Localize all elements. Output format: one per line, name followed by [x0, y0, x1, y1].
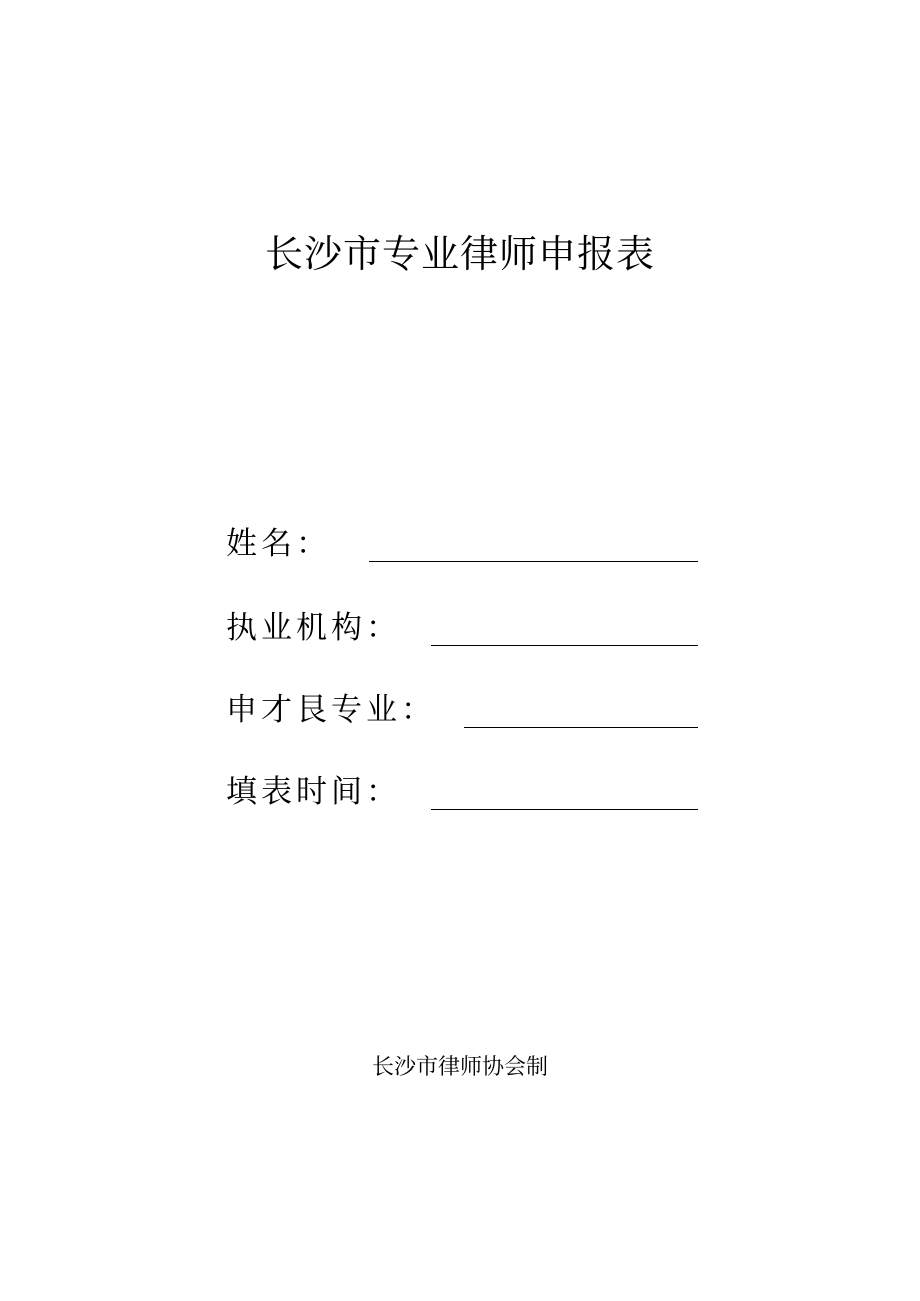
- field-label-name: 姓名：: [226, 526, 331, 562]
- field-date: [226, 762, 698, 812]
- page-title: 长沙市专业律师申报表: [264, 232, 655, 276]
- issuer-footer: 长沙市律师协会制: [371, 1055, 548, 1080]
- field-blank-organization[interactable]: [431, 644, 698, 646]
- field-label-organization: 执业机构：: [226, 610, 401, 646]
- field-label-specialty: 申才艮专业：: [226, 692, 436, 728]
- field-blank-name[interactable]: [369, 560, 698, 562]
- field-organization: [226, 598, 698, 648]
- field-label-date: 填表时间：: [226, 774, 401, 810]
- field-name: [226, 514, 698, 564]
- field-specialty: [226, 680, 698, 730]
- field-blank-date[interactable]: [431, 808, 698, 810]
- field-blank-specialty[interactable]: [464, 726, 698, 728]
